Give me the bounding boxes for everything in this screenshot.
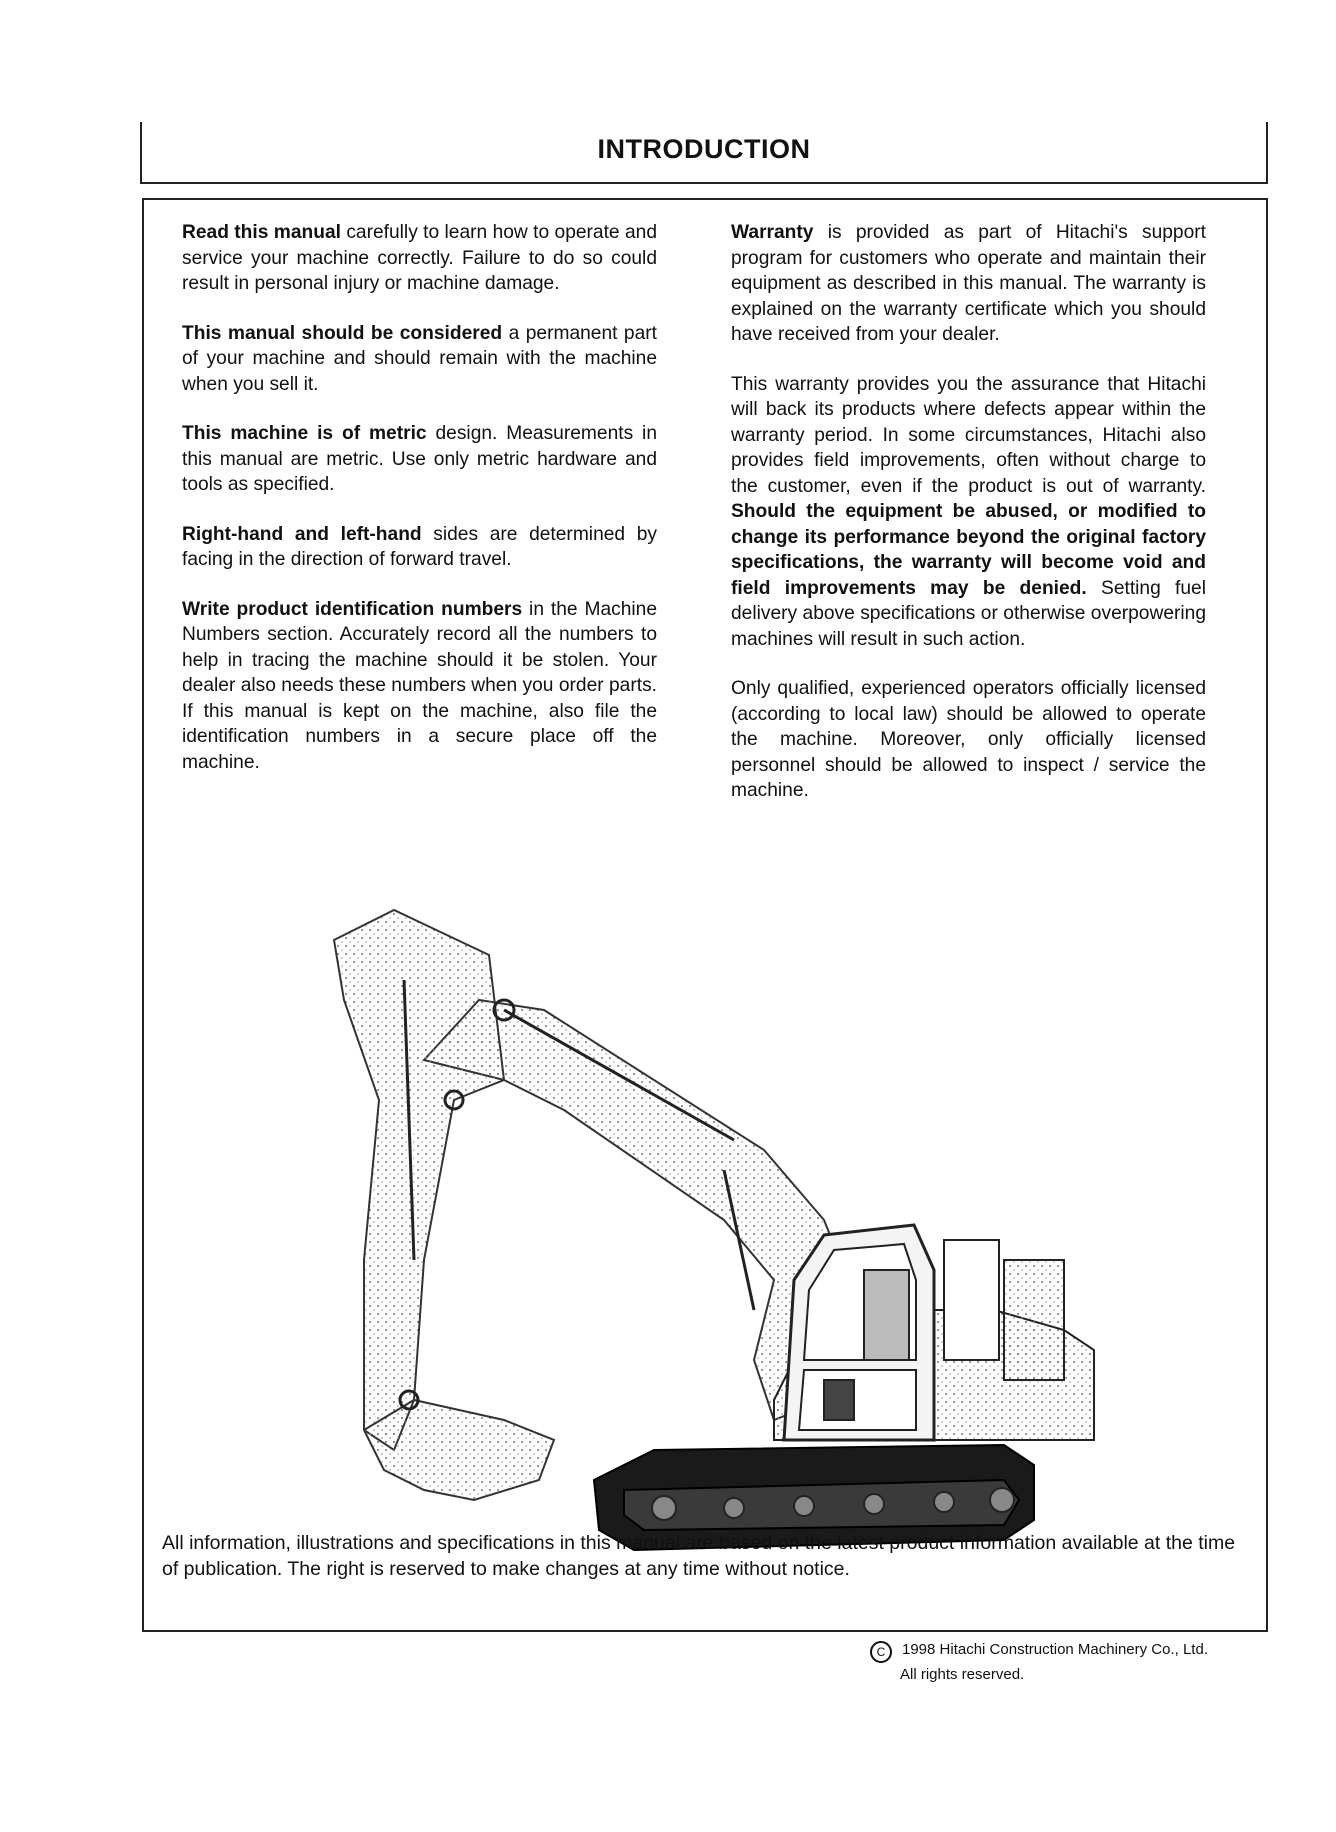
copyright-notice	[870, 1638, 1270, 1687]
body-text: sides are determined by facing in the direction of forward travel.	[182, 523, 657, 570]
body-text: in the Machine Numbers section. Accurately record all the numbers to help in tracing the machine should it be stolen. Your dealer also needs these numbers when you order parts. If this manual is kept on the machine, also file the identification numbers in a secure place off the machine.	[182, 598, 657, 773]
body-text: is provided as part of Hitachi's support program for customers who operate and maintain their equipment as described in this manual. The warranty is explained on the warranty certificate which you should have received from your dealer.	[731, 222, 1206, 345]
copyright-icon: C	[870, 1641, 892, 1663]
left-column	[182, 220, 657, 799]
body-text: Only qualified, experienced operators officially licensed (according to local law) should be allowed to operate the machine. Moreover, only officially licensed personnel should be allowed to inspect / service the machine.	[731, 678, 1206, 801]
operators-paragraph	[731, 676, 1206, 804]
header-frame	[140, 122, 1268, 184]
lead-text: Right-hand and left-hand	[182, 523, 422, 545]
lead-text: This manual should be considered	[182, 322, 503, 344]
warning-text: Should the equipment be abused, or modified to change its performance beyond the original factory specifications, the warranty will become void and field improvements may be denied.	[731, 501, 1206, 599]
body-text: a permanent part of your machine and should remain with the machine when you sell it.	[182, 322, 657, 395]
paragraph	[182, 421, 657, 498]
body-text: design. Measurements in this manual are metric. Use only metric hardware and tools as specified.	[182, 423, 657, 495]
paragraph	[182, 522, 657, 573]
paragraph	[182, 220, 657, 297]
rights-line: All rights reserved.	[900, 1666, 1025, 1683]
paragraph	[182, 321, 657, 398]
copyright-line: 1998 Hitachi Construction Machinery Co., Ltd.	[902, 1641, 1208, 1658]
body-text: Setting fuel delivery above specifications or otherwise overpowering machines will result in such action.	[731, 577, 1206, 650]
disclaimer-text: All information, illustrations and specifications in this manual are based on the latest product information available at the time of publication. The right is reserved to make changes at any time without notice.	[162, 1532, 1236, 1580]
lead-text: Write product identification numbers	[182, 598, 523, 620]
lead-text: This machine is of metric	[182, 423, 427, 444]
lead-text: Read this manual	[182, 222, 341, 243]
body-text: This warranty provides you the assurance that Hitachi will back its products where defects appear within the warranty period. In some circumstances, Hitachi also provides field improvements, often without charge to the customer, even if the product is out of warranty.	[731, 373, 1206, 497]
excavator-upper-body	[774, 1225, 1094, 1440]
warranty-assurance-paragraph	[731, 372, 1206, 653]
paragraph	[182, 597, 657, 776]
content-frame	[142, 198, 1268, 1632]
lead-text: Warranty	[731, 222, 814, 243]
body-text: carefully to learn how to operate and service your machine correctly. Failure to do so could result in personal injury or machine damage.	[182, 222, 657, 294]
page-title: INTRODUCTION	[597, 134, 811, 164]
warranty-paragraph	[731, 220, 1206, 348]
right-column	[731, 220, 1206, 828]
